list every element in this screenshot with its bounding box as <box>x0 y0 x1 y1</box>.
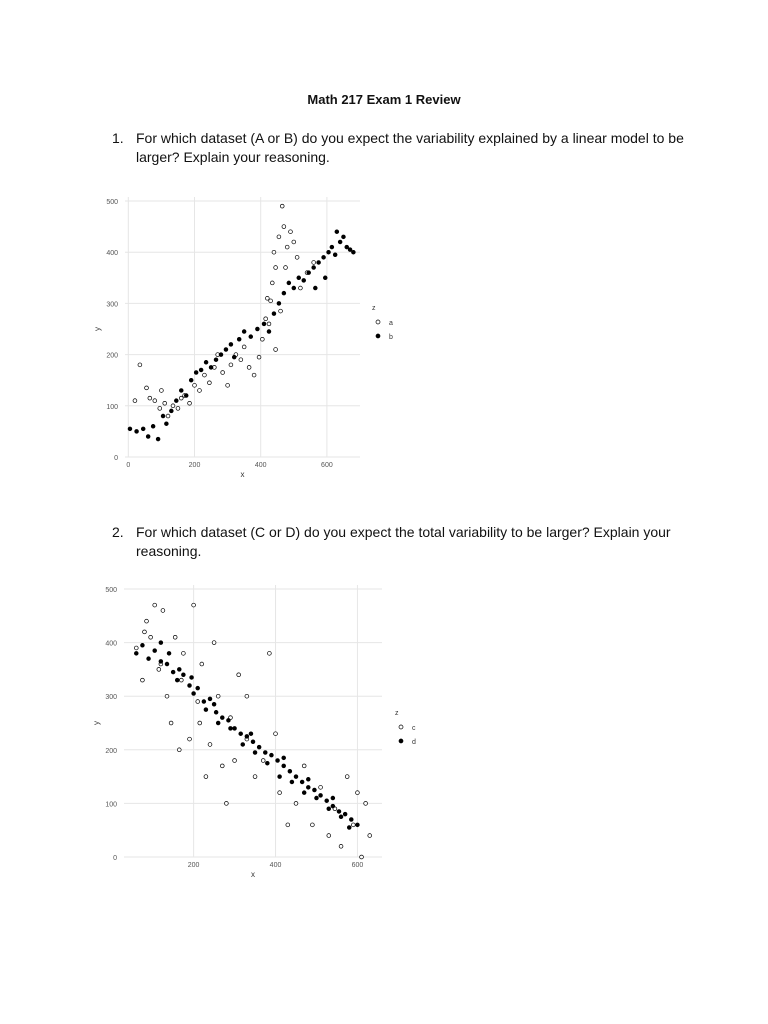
chart-1-point-b <box>204 360 208 364</box>
chart-1-point-b <box>189 378 193 382</box>
chart-2-ytick-label: 300 <box>105 694 117 702</box>
chart-2-point-c <box>278 791 282 795</box>
chart-2-point-c <box>339 844 343 848</box>
chart-2-point-c <box>294 802 298 806</box>
chart-2-point-d <box>290 780 294 784</box>
chart-2-point-d <box>241 743 245 747</box>
chart-2-point-d <box>249 732 253 736</box>
chart-2-point-d <box>325 799 329 803</box>
chart-2-point-c <box>212 641 216 645</box>
chart-2-point-c <box>192 603 196 607</box>
chart-1-point-b <box>277 302 281 306</box>
chart-1-point-b <box>302 278 306 282</box>
chart-1-legend-key-b <box>376 334 380 338</box>
chart-1-legend-label-b: b <box>389 334 393 341</box>
chart-2-point-d <box>134 651 138 655</box>
chart-1-point-b <box>229 342 233 346</box>
chart-2-point-c <box>310 823 314 827</box>
chart-1-point-a <box>282 225 286 229</box>
chart-2-point-c <box>253 775 257 779</box>
chart-1-point-a <box>252 373 256 377</box>
chart-2-point-c <box>245 694 249 698</box>
chart-2-point-c <box>161 609 165 613</box>
chart-2-point-c <box>233 759 237 763</box>
chart-2-point-d <box>265 761 269 765</box>
chart-1-legend-label-a: a <box>389 320 393 327</box>
chart-1-point-b <box>135 430 139 434</box>
chart-2-point-d <box>181 673 185 677</box>
chart-1-point-a <box>257 355 261 359</box>
chart-1-point-b <box>232 355 236 359</box>
chart-1-point-a <box>221 371 225 375</box>
chart-2-point-d <box>319 793 323 797</box>
chart-2-point-c <box>173 635 177 639</box>
chart-2-point-d <box>190 676 194 680</box>
chart-2-point-d <box>347 826 351 830</box>
chart-2-point-c <box>134 646 138 650</box>
chart-2-point-d <box>208 697 212 701</box>
chart-1-point-b <box>151 424 155 428</box>
chart-1-point-a <box>305 271 309 275</box>
chart-2-xtick-label: 400 <box>269 862 282 869</box>
chart-2-point-c <box>274 732 278 736</box>
chart-2-ytick-label: 0 <box>113 855 117 862</box>
chart-1-point-a <box>280 204 284 208</box>
chart-2-point-c <box>157 668 161 672</box>
chart-2-point-d <box>229 726 233 730</box>
chart-2-ytick-label: 500 <box>105 587 117 594</box>
chart-2-point-d <box>167 651 171 655</box>
chart-2-legend-key-c <box>399 725 403 729</box>
chart-1-point-b <box>209 366 213 370</box>
chart-2-point-d <box>192 692 196 696</box>
chart-2-point-c <box>141 678 145 682</box>
chart-1-point-a <box>274 266 278 270</box>
chart-1-point-a <box>133 399 137 403</box>
chart-1-point-b <box>141 427 145 431</box>
chart-1-point-a <box>265 296 269 300</box>
chart-2-point-c <box>220 764 224 768</box>
chart-2-point-d <box>288 769 292 773</box>
question-1-text: For which dataset (A or B) do you expect the variability explained by a linear model to be larger? Explain your reasoning. <box>136 130 684 165</box>
chart-2-point-d <box>302 791 306 795</box>
chart-2-point-d <box>278 775 282 779</box>
chart-2-point-c <box>188 737 192 741</box>
chart-1-point-a <box>239 358 243 362</box>
chart-2-point-c <box>356 791 360 795</box>
chart-1-point-a <box>138 363 142 367</box>
chart-1-point-b <box>338 240 342 244</box>
chart-1-point-b <box>297 276 301 280</box>
chart-1-point-a <box>242 345 246 349</box>
question-2-number: 2. <box>112 524 124 540</box>
chart-1-point-a <box>153 399 157 403</box>
chart-1-point-a <box>226 383 230 387</box>
chart-2-point-d <box>349 818 353 822</box>
chart-2-xlabel: x <box>251 870 255 879</box>
chart-1-ytick-label: 0 <box>114 455 118 462</box>
chart-2-point-c <box>345 775 349 779</box>
chart-1-point-b <box>333 253 337 257</box>
chart-1-point-a <box>269 299 273 303</box>
chart-1-point-a <box>160 389 164 393</box>
chart-1-point-a <box>216 353 220 357</box>
chart-1-point-b <box>313 286 317 290</box>
chart-2-point-d <box>251 740 255 744</box>
chart-2-point-c <box>245 737 249 741</box>
chart-1-point-a <box>183 394 187 398</box>
chart-1-point-b <box>342 235 346 239</box>
chart-2-point-c <box>200 662 204 666</box>
chart-1-ytick-label: 200 <box>106 352 118 360</box>
chart-2-legend-label-c: c <box>412 725 416 732</box>
chart-2-point-c <box>364 802 368 806</box>
chart-2-point-c <box>302 764 306 768</box>
question-2-text: For which dataset (C or D) do you expect the total variability to be larger? Explain your reasoning. <box>136 524 671 559</box>
chart-1-point-a <box>289 230 293 234</box>
chart-1-ytick-label: 100 <box>106 403 118 411</box>
chart-2-point-d <box>175 678 179 682</box>
chart-1-point-b <box>292 286 296 290</box>
chart-2-point-c <box>267 651 271 655</box>
chart-1-xtick-label: 200 <box>188 462 201 469</box>
question-1 <box>112 129 692 167</box>
chart-2-point-c <box>177 748 181 752</box>
chart-1-point-b <box>164 422 168 426</box>
chart-1-point-a <box>274 348 278 352</box>
chart-1-point-a <box>264 317 268 321</box>
chart-1-point-b <box>237 337 241 341</box>
chart-2-point-d <box>214 710 218 714</box>
chart-1-point-b <box>214 358 218 362</box>
chart-2-point-c <box>224 802 228 806</box>
chart-2-point-c <box>159 662 163 666</box>
chart-2-point-d <box>204 708 208 712</box>
chart-2-point-d <box>159 641 163 645</box>
chart-1-point-a <box>166 414 170 418</box>
chart-2-point-c <box>319 785 323 789</box>
question-2 <box>112 523 692 561</box>
chart-2-point-d <box>227 718 231 722</box>
chart-1-point-b <box>272 312 276 316</box>
chart-1-point-a <box>229 363 233 367</box>
chart-1-point-b <box>322 255 326 259</box>
chart-1-point-a <box>158 406 162 410</box>
chart-2-point-d <box>263 751 267 755</box>
chart-2-point-c <box>286 823 290 827</box>
chart-2-point-d <box>171 670 175 674</box>
chart-2-point-d <box>331 804 335 808</box>
chart-2-point-d <box>141 643 145 647</box>
chart-1-point-b <box>327 250 331 254</box>
chart-2-point-c <box>198 721 202 725</box>
chart-2-point-d <box>294 775 298 779</box>
chart-1-legend-key-a <box>376 320 380 324</box>
chart-1-point-a <box>285 245 289 249</box>
question-1-number: 1. <box>112 130 124 146</box>
chart-1-point-b <box>242 330 246 334</box>
chart-1-ytick-label: 500 <box>106 199 118 206</box>
chart-1-legend-title: z <box>372 305 376 312</box>
chart-1-point-a <box>267 322 271 326</box>
chart-2-point-d <box>270 753 274 757</box>
chart-2-ytick-label: 200 <box>105 747 117 755</box>
chart-2-point-c <box>179 678 183 682</box>
chart-2-point-c <box>165 694 169 698</box>
chart-2-point-d <box>212 702 216 706</box>
chart-1-point-a <box>272 250 276 254</box>
chart-1-ytick-label: 300 <box>106 301 118 309</box>
chart-1-point-a <box>188 401 192 405</box>
chart-2-point-d <box>147 657 151 661</box>
chart-1-point-b <box>282 291 286 295</box>
chart-1-point-a <box>260 337 264 341</box>
chart-1-xtick-label: 0 <box>126 462 131 469</box>
chart-1-point-a <box>234 353 238 357</box>
chart-1-ylabel: y <box>93 327 102 331</box>
chart-1-point-a <box>312 261 316 265</box>
chart-2-point-c <box>368 834 372 838</box>
chart-2-point-c <box>261 759 265 763</box>
chart-1-point-b <box>199 368 203 372</box>
chart-2-point-d <box>239 732 243 736</box>
chart-1-point-a <box>299 286 303 290</box>
chart-1-point-b <box>161 414 165 418</box>
chart-2-point-d <box>282 764 286 768</box>
chart-1-point-b <box>335 230 339 234</box>
chart-2-point-c <box>229 716 233 720</box>
chart-1-point-a <box>203 373 207 377</box>
chart-2-legend-title: z <box>395 710 399 717</box>
chart-2-point-c <box>216 694 220 698</box>
chart-1-point-b <box>156 437 160 441</box>
chart-2-point-d <box>306 785 310 789</box>
chart-2-point-d <box>356 823 360 827</box>
chart-2-point-d <box>337 810 341 814</box>
chart-1-point-a <box>193 383 197 387</box>
chart-1-point-b <box>287 281 291 285</box>
chart-2-point-d <box>257 745 261 749</box>
chart-2-point-d <box>343 812 347 816</box>
chart-2-point-d <box>339 815 343 819</box>
chart-1-xtick-label: 400 <box>254 462 267 469</box>
chart-2-point-d <box>282 756 286 760</box>
chart-1-point-a <box>179 396 183 400</box>
chart-1-point-a <box>270 281 274 285</box>
chart-2-point-c <box>327 834 331 838</box>
chart-2-point-d <box>153 649 157 653</box>
chart-1-point-a <box>279 309 283 313</box>
chart-2-point-c <box>333 807 337 811</box>
chart-2-point-d <box>216 721 220 725</box>
chart-2-point-c <box>351 823 355 827</box>
chart-1-point-b <box>330 245 334 249</box>
chart-2-point-d <box>253 751 257 755</box>
chart-1-point-b <box>174 399 178 403</box>
chart-2-xtick-label: 600 <box>351 862 364 869</box>
chart-2-point-c <box>360 855 364 859</box>
chart-2-point-d <box>159 659 163 663</box>
chart-1-point-b <box>267 330 271 334</box>
chart-1-point-a <box>284 266 288 270</box>
chart-1-point-a <box>148 396 152 400</box>
chart-1-point-b <box>345 245 349 249</box>
chart-2-point-d <box>196 686 200 690</box>
chart-1-point-a <box>176 406 180 410</box>
chart-1-point-b <box>255 327 259 331</box>
chart-1-point-b <box>323 276 327 280</box>
chart-2-ylabel: y <box>92 721 101 725</box>
chart-2-point-d <box>220 716 224 720</box>
chart-2-point-d <box>276 759 280 763</box>
chart-1-point-b <box>184 394 188 398</box>
chart-2-point-c <box>149 635 153 639</box>
chart-1-point-a <box>295 255 299 259</box>
chart-1-point-a <box>292 240 296 244</box>
chart-1-point-b <box>179 389 183 393</box>
document-title: Math 217 Exam 1 Review <box>307 92 461 107</box>
chart-1-point-a <box>212 366 216 370</box>
chart-2-point-c <box>153 603 157 607</box>
chart-1-point-b <box>169 409 173 413</box>
chart-1-xlabel: x <box>240 470 245 479</box>
chart-2-point-d <box>245 735 249 739</box>
chart-2-legend-key-d <box>399 739 403 743</box>
chart-2-point-d <box>300 780 304 784</box>
chart-1-point-a <box>171 404 175 408</box>
chart-2-point-d <box>165 662 169 666</box>
chart-1-point-b <box>224 348 228 352</box>
chart-1-point-b <box>262 322 266 326</box>
chart-2-point-d <box>315 796 319 800</box>
chart-1-point-b <box>249 335 253 339</box>
chart-1-ytick-label: 400 <box>106 250 118 258</box>
chart-1-point-b <box>219 353 223 357</box>
chart-1-point-a <box>208 381 212 385</box>
chart-2-point-d <box>331 796 335 800</box>
chart-2-point-d <box>306 777 310 781</box>
chart-1-point-b <box>351 250 355 254</box>
chart-2-ytick-label: 100 <box>105 801 117 809</box>
chart-1-point-a <box>198 389 202 393</box>
chart-2-point-c <box>143 630 147 634</box>
chart-2-legend-label-d: d <box>412 739 416 746</box>
chart-2-point-c <box>237 673 241 677</box>
chart-2-point-d <box>233 726 237 730</box>
chart-2-xtick-label: 200 <box>187 862 200 869</box>
chart-1-point-a <box>145 386 149 390</box>
chart-2-point-d <box>327 807 331 811</box>
chart-2-point-d <box>177 668 181 672</box>
chart-1-point-b <box>128 427 132 431</box>
chart-2-point-c <box>196 700 200 704</box>
chart-1-point-a <box>277 235 281 239</box>
chart-1-xtick-label: 600 <box>321 462 333 469</box>
chart-1-point-b <box>307 271 311 275</box>
chart-1-point-b <box>312 266 316 270</box>
chart-1-point-b <box>194 371 198 375</box>
chart-1-point-a <box>247 366 251 370</box>
chart-2-point-c <box>169 721 173 725</box>
chart-2-point-c <box>145 619 149 623</box>
chart-2-point-c <box>208 743 212 747</box>
chart-1-point-b <box>146 435 150 439</box>
chart-2-point-d <box>313 788 317 792</box>
chart-1-point-b <box>317 261 321 265</box>
chart-2-point-d <box>188 684 192 688</box>
chart-2-point-c <box>181 651 185 655</box>
chart-1-point-a <box>163 401 167 405</box>
chart-2-point-d <box>202 700 206 704</box>
chart-2-ytick-label: 400 <box>105 640 117 648</box>
chart-2-point-c <box>204 775 208 779</box>
chart-1-point-b <box>348 248 352 252</box>
